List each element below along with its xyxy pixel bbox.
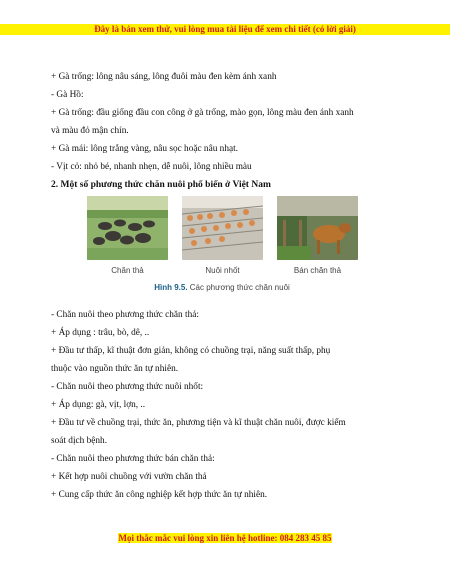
text-line: + Cung cấp thức ăn công nghiệp kết hợp thức ăn tự nhiên. xyxy=(51,490,268,500)
section-heading: 2. Một số phương thức chăn nuôi phổ biến ở Việt Nam xyxy=(51,180,271,190)
caged-photo xyxy=(182,196,263,260)
preview-banner xyxy=(0,24,450,35)
text-line: - Chăn nuôi theo phương thức chăn thả: xyxy=(51,310,199,320)
figure-title: Các phương thức chăn nuôi xyxy=(189,283,290,292)
grazing-photo xyxy=(87,196,168,260)
figure-label: Hình 9.5. xyxy=(154,283,188,292)
text-line: - Vịt cỏ: nhỏ bé, nhanh nhẹn, dễ nuôi, lông nhiều màu xyxy=(51,162,252,172)
text-line: + Áp dụng : trâu, bò, dê, .. xyxy=(51,328,150,338)
text-line: soát dịch bệnh. xyxy=(51,436,108,446)
figure-caption xyxy=(87,283,357,292)
text-line: và màu đỏ mận chín. xyxy=(51,126,129,136)
text-line: - Chăn nuôi theo phương thức nuôi nhốt: xyxy=(51,382,204,392)
text-line: + Kết hợp nuôi chuồng với vườn chăn thả xyxy=(51,472,207,482)
text-line: + Đầu tư thấp, kĩ thuật đơn giản, không có chuồng trại, năng suất thấp, phụ xyxy=(51,346,331,356)
footer-hotline-text: Mọi thắc mắc vui lòng xin liên hệ hotline: 084 283 45 85 xyxy=(118,533,332,543)
semi-grazing-photo xyxy=(277,196,358,260)
text-line: - Gà Hồ: xyxy=(51,90,84,100)
text-line: + Gà mái: lông trắng vàng, nâu sọc hoặc nâu nhạt. xyxy=(51,144,238,154)
caption-semi-grazing: Bán chăn thả xyxy=(293,266,342,275)
text-line: + Áp dụng: gà, vịt, lợn, .. xyxy=(51,400,146,410)
figure-photos xyxy=(87,196,357,304)
text-line: thuộc vào nguồn thức ăn tự nhiên. xyxy=(51,364,179,374)
text-line: + Gà trống: lông nâu sáng, lông đuôi màu đen kèm ánh xanh xyxy=(51,72,277,82)
caption-caged: Nuôi nhốt xyxy=(205,266,240,275)
text-line: - Chăn nuôi theo phương thức bán chăn thả: xyxy=(51,454,215,464)
section-2 xyxy=(51,306,396,504)
caption-grazing: Chăn thả xyxy=(111,266,144,275)
footer-hotline xyxy=(0,533,450,544)
text-line: + Gà trống: đầu giống đầu con công ở gà trống, mào gọn, lông màu đen ánh xanh xyxy=(51,108,354,118)
section-1 xyxy=(51,68,396,194)
text-line: + Đầu tư về chuồng trại, thức ăn, phương tiện và kĩ thuật chăn nuôi, được kiểm xyxy=(51,418,346,428)
preview-banner-text: Đây là bản xem thử, vui lòng mua tài liệu để xem chi tiết (có lời giải) xyxy=(94,24,356,34)
